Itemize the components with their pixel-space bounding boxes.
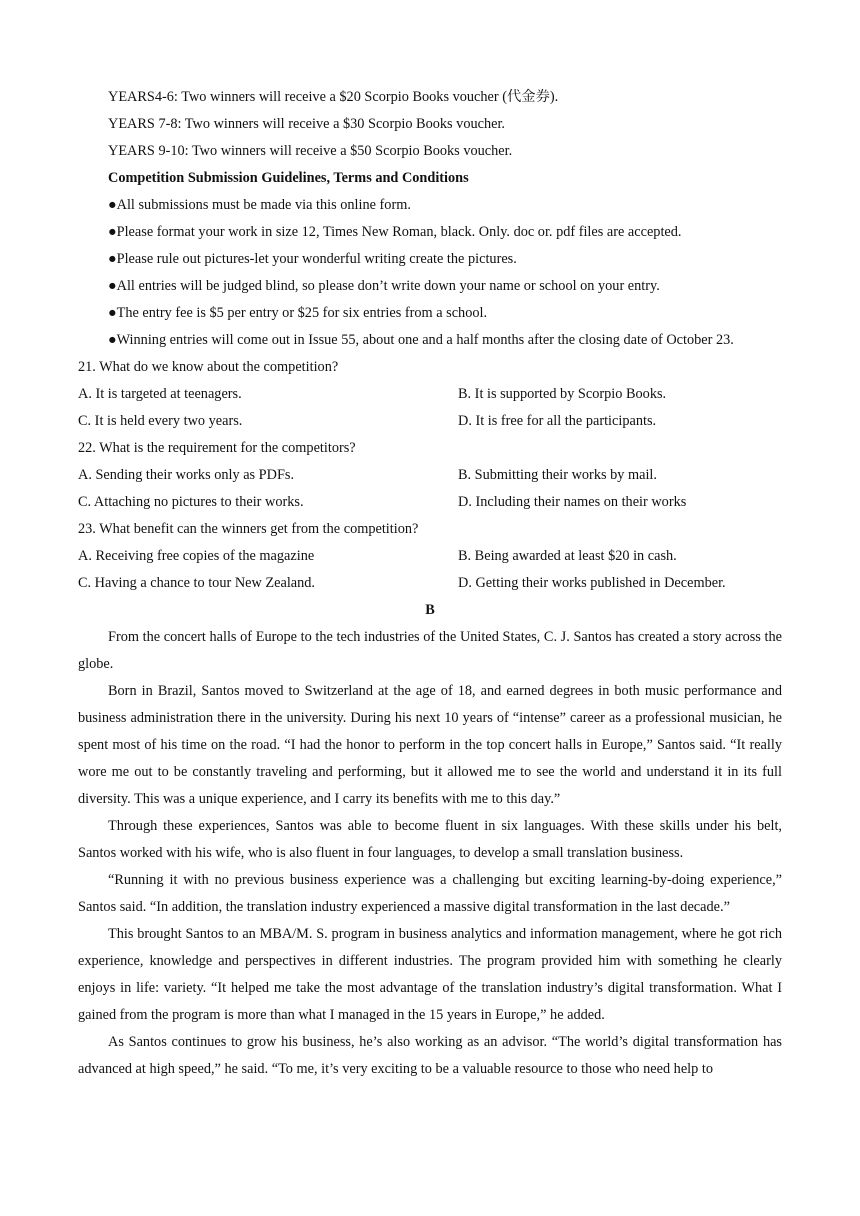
option-d: D. It is free for all the participants. <box>458 413 657 429</box>
prize-line: YEARS4-6: Two winners will receive a $20 Scorpio Books voucher (代金券). <box>108 89 559 105</box>
guideline-item: ●The entry fee is $5 per entry or $25 for six entries from a school. <box>108 305 488 321</box>
question-stem: 21. What do we know about the competition? <box>78 359 339 375</box>
guideline-item: ●All submissions must be made via this online form. <box>108 197 411 213</box>
question-stem: 23. What benefit can the winners get from the competition? <box>78 521 419 537</box>
option-row <box>78 462 782 489</box>
option-row <box>78 408 782 435</box>
passage-paragraph: Through these experiences, Santos was able to become fluent in six languages. With these skills under his belt, Santos worked with his wife, who is also fluent in four languages, to develop a small translation business. <box>78 818 782 861</box>
option-b: B. It is supported by Scorpio Books. <box>458 386 667 402</box>
question-21 <box>78 354 782 435</box>
option-d: D. Getting their works published in December. <box>458 575 726 591</box>
document-content <box>78 84 782 1083</box>
option-c: C. Having a chance to tour New Zealand. <box>78 575 316 591</box>
option-d: D. Including their names on their works <box>458 494 687 510</box>
option-row <box>78 543 782 570</box>
passage-paragraph: Born in Brazil, Santos moved to Switzerland at the age of 18, and earned degrees in both music performance and business administration there in the university. During his next 10 years of “intense” career as a professional musician, he spent most of his time on the road. “I had the honor to perform in the top concert halls in Europe,” Santos said. “It really wore me out to be constantly traveling and performing, but it allowed me to see the world and understand it in its full diversity. This was a unique experience, and I carry its benefits with me to this day.” <box>78 683 782 807</box>
option-c: C. Attaching no pictures to their works. <box>78 494 304 510</box>
section-b-heading: B <box>425 602 435 618</box>
option-c: C. It is held every two years. <box>78 413 243 429</box>
option-b: B. Being awarded at least $20 in cash. <box>458 548 677 564</box>
option-b: B. Submitting their works by mail. <box>458 467 657 483</box>
option-row <box>78 381 782 408</box>
passage-paragraph: “Running it with no previous business experience was a challenging but exciting learning-by-doing experience,” Santos said. “In addition, the translation industry experienced a massive digital transformation in the last decade.” <box>78 872 782 915</box>
guidelines-heading: Competition Submission Guidelines, Terms and Conditions <box>108 170 469 186</box>
guideline-item: ●Please rule out pictures-let your wonderful writing create the pictures. <box>108 251 517 267</box>
guideline-item: ●Please format your work in size 12, Times New Roman, black. Only. doc or. pdf files are accepted. <box>108 224 682 240</box>
question-22 <box>78 435 782 516</box>
option-a: A. Sending their works only as PDFs. <box>78 467 295 483</box>
passage-paragraph: As Santos continues to grow his business, he’s also working as an advisor. “The world’s digital transformation has advanced at high speed,” he said. “To me, it’s very exciting to be a valuable resource to those who need help to <box>78 1034 782 1077</box>
passage-b <box>78 624 782 1083</box>
option-row <box>78 570 782 597</box>
question-stem: 22. What is the requirement for the competitors? <box>78 440 356 456</box>
question-23 <box>78 516 782 597</box>
prize-line: YEARS 9-10: Two winners will receive a $50 Scorpio Books voucher. <box>108 143 513 159</box>
guideline-item: ●Winning entries will come out in Issue 55, about one and a half months after the closing date of October 23. <box>108 332 734 348</box>
passage-paragraph: From the concert halls of Europe to the tech industries of the United States, C. J. Santos has created a story across the globe. <box>78 629 782 672</box>
guideline-item: ●All entries will be judged blind, so please don’t write down your name or school on your entry. <box>108 278 660 294</box>
prize-line: YEARS 7-8: Two winners will receive a $30 Scorpio Books voucher. <box>108 116 506 132</box>
option-row <box>78 489 782 516</box>
option-a: A. Receiving free copies of the magazine <box>78 548 315 564</box>
passage-paragraph: This brought Santos to an MBA/M. S. program in business analytics and information management, where he got rich experience, knowledge and perspectives in different industries. The program provided him with something he clearly enjoys in life: variety. “It helped me take the most advantage of the translation industry’s digital transformation. What I gained from the program is more than what I managed in the 15 years in Europe,” he added. <box>78 926 782 1023</box>
option-a: A. It is targeted at teenagers. <box>78 386 242 402</box>
